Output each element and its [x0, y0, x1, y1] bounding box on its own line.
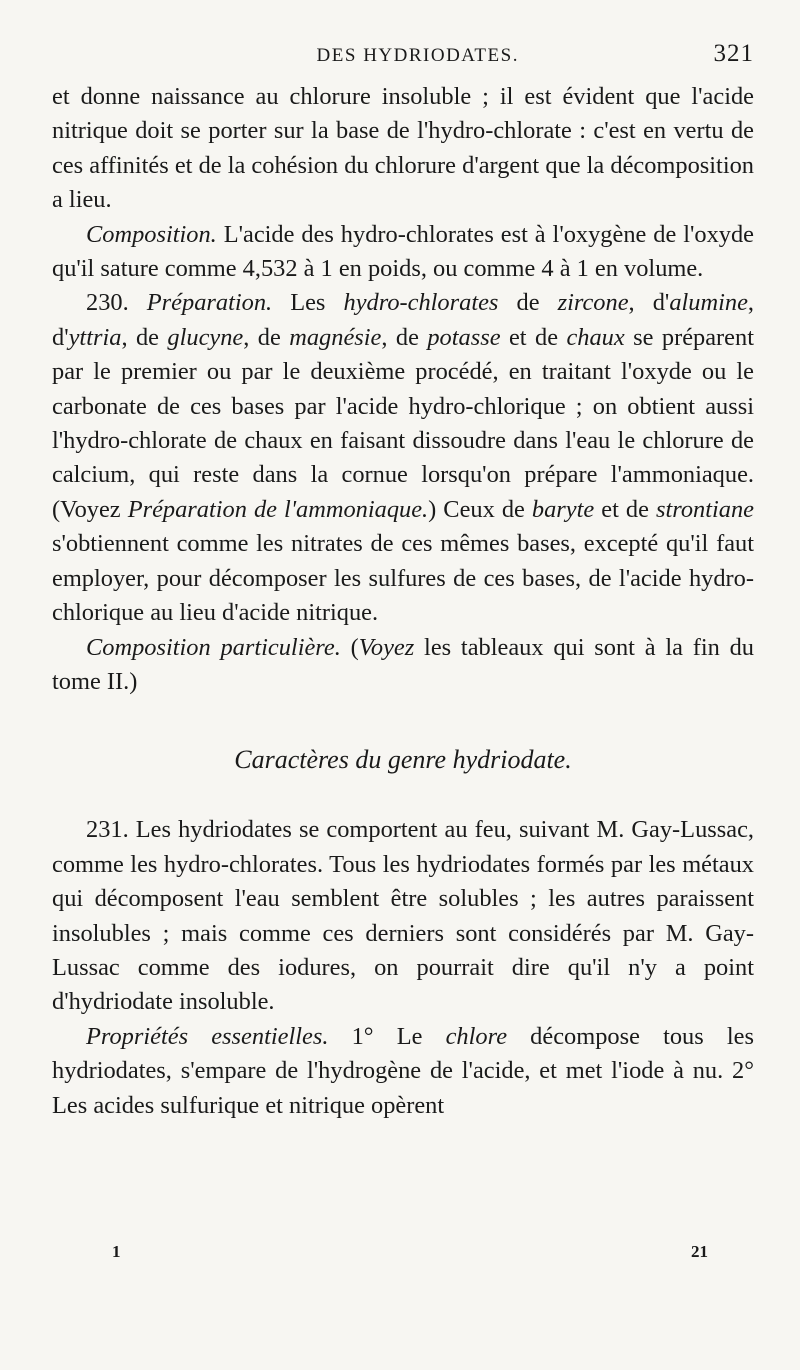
- paragraph-label: Composition particulière.: [86, 633, 341, 661]
- section-number: 230.: [86, 289, 147, 317]
- signature-mark-left: 1: [112, 1242, 121, 1261]
- paragraph-continuation: et donne naissance au chlorure insoluble ; il est évident que l'acide nitrique doit se porter sur la base de l'hydro-chlorate : c'est en vertu de ces affinités et de la cohésion du chlorure d'argent que la décomposition a lieu.: [52, 83, 754, 214]
- paragraph-label: Composition.: [86, 220, 217, 248]
- section-heading: Caractères du genre hydriodate.: [234, 745, 572, 775]
- body-text: [52, 80, 754, 1123]
- paragraph-composition-particuliere: Composition particulière. (Voyez les tableaux qui sont à la fin du tome II.): [52, 633, 754, 695]
- running-title: DES HYDRIODATES.: [316, 45, 519, 66]
- running-head: [52, 40, 754, 80]
- signature-line: [112, 1242, 708, 1262]
- paragraph-label: Préparation.: [146, 289, 273, 317]
- page-number: 321: [713, 40, 754, 67]
- book-page: [52, 40, 754, 1123]
- paragraph-label: Propriétés essentielles.: [86, 1022, 329, 1050]
- paragraph-proprietes: Propriétés essentielles. 1° Le chlore décompose tous les hydriodates, s'empare de l'hydrogène de l'acide, et met l'iode à nu. 2° Les acides sulfurique et nitrique opèrent: [52, 1022, 754, 1119]
- paragraph-230: 230. Préparation. Les hydro-chlorates de zircone, d'alumine, d'yttria, de glucyne, de magnésie, de potasse et de chaux se préparent par le premier ou par le deuxième procédé, en traitant l'oxyde ou le carbonate de ces bases par l'acide hydro-chlorique ; on obtient aussi l'hydro-chlorate de chaux en faisant dissoudre dans l'eau le chlorure de calcium, qui reste dans la cornue lorsqu'on prépare l'ammoniaque. (Voyez Préparation de l'ammoniaque.) Ceux de baryte et de strontiane s'obtiennent comme les nitrates de ces mêmes bases, excepté qu'il faut employer, pour décomposer les sulfures de ces bases, de l'acide hydro-chlorique au lieu d'acide nitrique.: [52, 289, 755, 627]
- paragraph-231: 231. Les hydriodates se comportent au feu, suivant M. Gay-Lussac, comme les hydro-chlorates. Tous les hydriodates formés par les métaux qui décomposent l'eau semblent être solubles ; les autres paraissent insolubles ; mais comme ces derniers sont considérés par M. Gay-Lussac comme des iodures, on pourrait dire qu'il n'y a point d'hydriodate insoluble.: [52, 816, 754, 1016]
- paragraph-composition: Composition. L'acide des hydro-chlorates est à l'oxygène de l'oxyde qu'il sature comme 4,532 à 1 en poids, ou comme 4 à 1 en volume.: [52, 220, 754, 283]
- signature-mark-right: 21: [691, 1242, 708, 1261]
